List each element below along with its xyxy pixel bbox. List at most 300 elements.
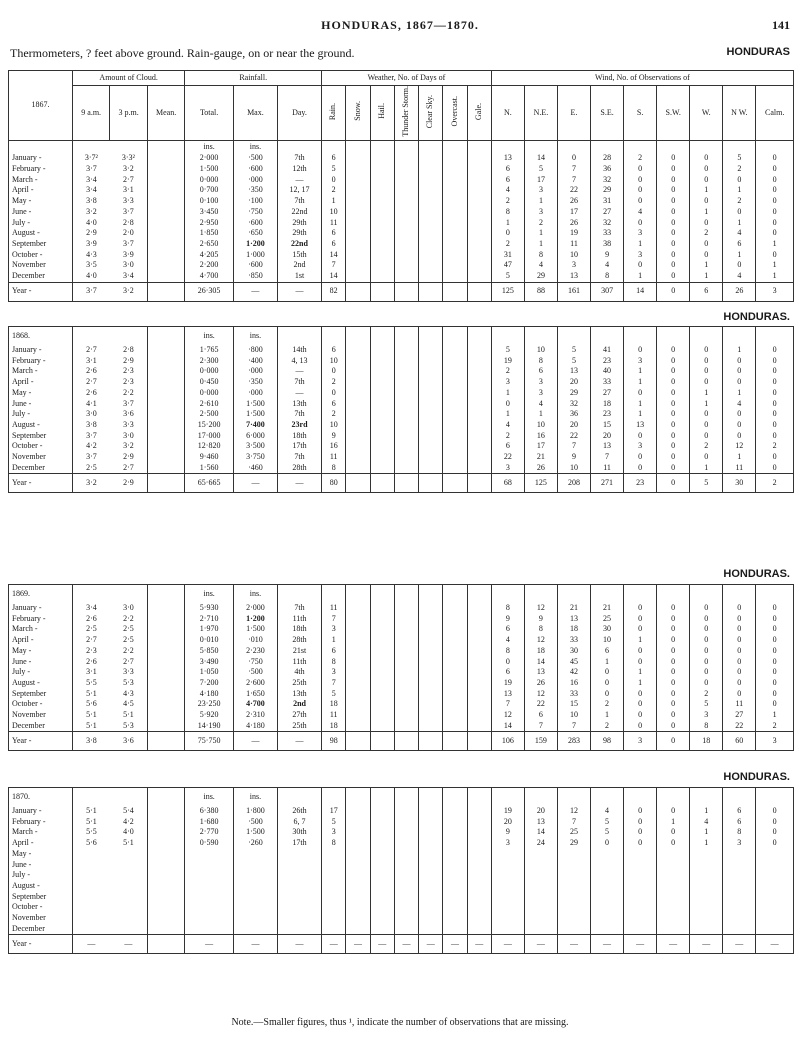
cell-e: 10: [557, 250, 590, 261]
cell-mean: [147, 806, 184, 817]
cell-overcast: [443, 635, 467, 646]
cell-total: 1·560: [185, 463, 234, 474]
cell-overcast: [443, 624, 467, 635]
cell-thunder: [394, 153, 418, 164]
cell-clear: [419, 817, 443, 828]
cell-sw: 0: [657, 678, 690, 689]
cell-gale: [467, 678, 491, 689]
cell-hail: [370, 388, 394, 399]
cell-gale: [467, 153, 491, 164]
cell-thunder: [394, 196, 418, 207]
cell-calm: 1: [756, 239, 794, 250]
cell-rain: —: [322, 935, 346, 954]
cell-total: 1·680: [185, 817, 234, 828]
cell-total: [185, 870, 234, 881]
cell-calm: [756, 870, 794, 881]
cell-calm: [756, 924, 794, 935]
cell-nw: 30: [723, 474, 756, 493]
month-label: July -: [12, 667, 30, 677]
cell-nw: [723, 860, 756, 871]
cell-e: [557, 870, 590, 881]
cell-se: 1: [591, 657, 624, 668]
cell-clear: [419, 228, 443, 239]
cell-am: 4·0: [72, 271, 109, 282]
cell-n: 2: [491, 431, 524, 442]
year-total-row: [9, 935, 794, 954]
col-header-rain: [322, 86, 346, 141]
month-label: March -: [12, 174, 38, 184]
cell-ne: 1: [524, 409, 557, 420]
cell-ne: [524, 849, 557, 860]
cell-am: 2·7: [72, 635, 109, 646]
cell-e: 20: [557, 420, 590, 431]
cell-overcast: [443, 452, 467, 463]
unit-label: ins.: [233, 327, 277, 346]
cell-snow: [346, 409, 370, 420]
month-row: [9, 175, 794, 186]
cell-max: 1·000: [233, 250, 277, 261]
cell-ne: 21: [524, 452, 557, 463]
cell-e: 7: [557, 164, 590, 175]
cell-nw: 0: [723, 175, 756, 186]
month-row: [9, 806, 794, 817]
cell-se: 32: [591, 218, 624, 229]
cell-e: 36: [557, 409, 590, 420]
month-row: [9, 207, 794, 218]
col-header-snow-text: Snow.: [352, 101, 362, 122]
cell-total: [185, 860, 234, 871]
cell-n: 31: [491, 250, 524, 261]
cell-snow: [346, 689, 370, 700]
cell-snow: [346, 153, 370, 164]
cell-ne: 6: [524, 366, 557, 377]
cell-n: 1: [491, 388, 524, 399]
cell-sw: 0: [657, 452, 690, 463]
cell-n: 8: [491, 603, 524, 614]
cell-thunder: [394, 860, 418, 871]
cell-rain: 10: [322, 207, 346, 218]
cell-se: 23: [591, 356, 624, 367]
cell-e: [557, 860, 590, 871]
cell-nw: [723, 913, 756, 924]
cell-gale: [467, 452, 491, 463]
cell-total: 0·700: [185, 185, 234, 196]
cell-ne: 1: [524, 196, 557, 207]
cell-se: 8: [591, 271, 624, 282]
cell-w: 0: [690, 657, 723, 668]
cell-nw: [723, 849, 756, 860]
cell-rain: 7: [322, 260, 346, 271]
cell-n: [491, 902, 524, 913]
cell-se: [591, 924, 624, 935]
cell-calm: 0: [756, 185, 794, 196]
cell-max: 3·750: [233, 452, 277, 463]
cell-clear: [419, 732, 443, 751]
month-label: December: [12, 720, 45, 730]
cell-pm: 2·9: [123, 452, 134, 462]
cell-se: 5: [591, 827, 624, 838]
month-label: September: [12, 430, 47, 440]
cell-day: —: [277, 474, 321, 493]
cell-nw: 0: [723, 207, 756, 218]
cell-snow: [346, 892, 370, 903]
cell-sw: 0: [657, 646, 690, 657]
cell-mean: [147, 153, 184, 164]
cell-pm: 3·2: [123, 164, 134, 174]
cell-nw: [723, 892, 756, 903]
cell-max: 1·500: [233, 399, 277, 410]
cell-s: 1: [624, 377, 657, 388]
cell-n: 4: [491, 185, 524, 196]
cell-gale: [467, 838, 491, 849]
cell-nw: 1: [723, 218, 756, 229]
cell-nw: [723, 902, 756, 913]
cell-sw: 0: [657, 409, 690, 420]
cell-e: 13: [557, 271, 590, 282]
cell-hail: [370, 710, 394, 721]
cell-pm: 3·2: [110, 282, 147, 301]
cell-calm: 1: [756, 260, 794, 271]
cell-thunder: [394, 420, 418, 431]
cell-max: ·010: [233, 635, 277, 646]
cell-thunder: [394, 431, 418, 442]
cell-overcast: [443, 271, 467, 282]
cell-hail: [370, 153, 394, 164]
cell-s: 0: [624, 806, 657, 817]
cell-w: 0: [690, 646, 723, 657]
cell-overcast: [443, 913, 467, 924]
month-label: January -: [12, 806, 42, 815]
cell-rain: 18: [322, 699, 346, 710]
col-header-calm: Calm.: [756, 86, 794, 141]
month-row: [9, 431, 794, 442]
cell-pm: 5·3: [123, 720, 134, 730]
cell-thunder: [394, 239, 418, 250]
cell-pm: 4·3: [123, 688, 134, 698]
cell-sw: 0: [657, 721, 690, 732]
cell-gale: [467, 689, 491, 700]
cell-mean: [147, 218, 184, 229]
cell-nw: 0: [723, 667, 756, 678]
month-label: February -: [12, 613, 46, 623]
cell-am: 5·1: [72, 689, 109, 700]
month-label: January -: [12, 153, 42, 163]
cell-clear: —: [419, 935, 443, 954]
cell-s: 0: [624, 721, 657, 732]
cell-calm: 1: [756, 271, 794, 282]
cell-mean: [147, 902, 184, 913]
month-label: September: [12, 239, 47, 248]
col-header-w: W.: [690, 86, 723, 141]
cell-pm: 3·6: [123, 409, 134, 419]
month-row: [9, 603, 794, 614]
cell-calm: 0: [756, 667, 794, 678]
cell-total: 1·970: [185, 624, 234, 635]
cell-thunder: [394, 366, 418, 377]
cell-gale: [467, 260, 491, 271]
cell-clear: [419, 239, 443, 250]
cell-gale: [467, 924, 491, 935]
cell-n: 8: [491, 646, 524, 657]
cell-n: [491, 892, 524, 903]
cell-hail: [370, 356, 394, 367]
cell-mean: [147, 624, 184, 635]
unit-label: ins.: [185, 327, 234, 346]
cell-e: 9: [557, 452, 590, 463]
cell-clear: [419, 409, 443, 420]
cell-total: 12·820: [185, 441, 234, 452]
cell-pm: [110, 913, 147, 924]
cell-rain: 6: [322, 646, 346, 657]
month-label: December: [12, 271, 45, 281]
cell-se: 11: [591, 463, 624, 474]
cell-n: 5: [491, 345, 524, 356]
cell-day: 15th: [277, 250, 321, 261]
cell-day: 17th: [277, 838, 321, 849]
cell-w: 2: [690, 689, 723, 700]
month-row: [9, 881, 794, 892]
cell-pm: 2·3: [123, 366, 134, 376]
cell-se: [591, 892, 624, 903]
cell-total: 23·250: [185, 699, 234, 710]
cell-ne: [524, 881, 557, 892]
group-header-wind: Wind, No. of Observations of: [491, 71, 793, 86]
unit-label: ins.: [185, 788, 234, 807]
cell-thunder: [394, 849, 418, 860]
cell-n: 19: [491, 356, 524, 367]
cell-hail: [370, 175, 394, 186]
cell-max: ·500: [233, 817, 277, 828]
cell-n: [491, 913, 524, 924]
cell-pm: 3·6: [110, 732, 147, 751]
cell-clear: [419, 924, 443, 935]
cell-mean: [147, 356, 184, 367]
cell-mean: [147, 239, 184, 250]
cell-pm: 2·5: [123, 624, 134, 634]
cell-gale: [467, 721, 491, 732]
cell-n: 9: [491, 614, 524, 625]
cell-hail: [370, 207, 394, 218]
cell-overcast: [443, 228, 467, 239]
unit-label: ins.: [233, 585, 277, 604]
cell-e: 25: [557, 827, 590, 838]
cell-nw: [723, 870, 756, 881]
cell-thunder: [394, 924, 418, 935]
data-table-2: [8, 584, 794, 751]
cell-overcast: [443, 881, 467, 892]
cell-ne: 7: [524, 721, 557, 732]
cell-rain: 8: [322, 657, 346, 668]
cell-overcast: [443, 399, 467, 410]
cell-thunder: [394, 603, 418, 614]
year-label: 1868.: [12, 330, 30, 340]
cell-s: 3: [624, 228, 657, 239]
cell-e: 20: [557, 377, 590, 388]
cell-n: 14: [491, 721, 524, 732]
cell-hail: [370, 250, 394, 261]
year-header: 1867.: [9, 71, 73, 141]
cell-day: 29th: [277, 228, 321, 239]
cell-w: 0: [690, 366, 723, 377]
cell-am: 3·7²: [72, 153, 109, 164]
cell-total: 1·765: [185, 345, 234, 356]
cell-rain: [322, 892, 346, 903]
month-label: November: [12, 913, 46, 923]
col-header-clear-text: Clear Sky.: [425, 94, 435, 128]
cell-total: 2·950: [185, 218, 234, 229]
cell-pm: [110, 870, 147, 881]
cell-n: 13: [491, 689, 524, 700]
cell-w: 0: [690, 667, 723, 678]
cell-gale: [467, 409, 491, 420]
cell-se: 0: [591, 667, 624, 678]
cell-total: 1·050: [185, 667, 234, 678]
cell-thunder: [394, 399, 418, 410]
cell-day: 17th: [277, 441, 321, 452]
cell-ne: 13: [524, 817, 557, 828]
col-header-clear: [419, 86, 443, 141]
cell-s: 0: [624, 463, 657, 474]
cell-e: 208: [557, 474, 590, 493]
cell-ne: 3: [524, 207, 557, 218]
month-row: [9, 892, 794, 903]
cell-se: [591, 881, 624, 892]
cell-day: 1st: [277, 271, 321, 282]
month-label: December: [12, 923, 45, 933]
cell-s: 3: [624, 356, 657, 367]
section-country-label: HONDURAS.: [723, 568, 790, 580]
cell-mean: [147, 924, 184, 935]
cell-hail: [370, 892, 394, 903]
month-label: June -: [12, 859, 32, 869]
cell-total: 2·200: [185, 260, 234, 271]
col-header-rain-text: Rain.: [328, 102, 338, 120]
cell-w: 0: [690, 635, 723, 646]
cell-n: 6: [491, 175, 524, 186]
cell-n: 13: [491, 153, 524, 164]
cell-pm: 2·7: [123, 174, 134, 184]
cell-w: 1: [690, 260, 723, 271]
cell-day: 18th: [277, 431, 321, 442]
cell-total: 2·500: [185, 409, 234, 420]
cell-clear: [419, 806, 443, 817]
cell-s: 0: [624, 838, 657, 849]
cell-hail: —: [370, 935, 394, 954]
cell-sw: 0: [657, 207, 690, 218]
cell-calm: [756, 913, 794, 924]
cell-pm: 2·5: [123, 635, 134, 645]
cell-gale: [467, 860, 491, 871]
cell-s: 0: [624, 345, 657, 356]
cell-w: 1: [690, 185, 723, 196]
cell-sw: 0: [657, 250, 690, 261]
cell-sw: 0: [657, 441, 690, 452]
cell-thunder: [394, 474, 418, 493]
cell-overcast: [443, 892, 467, 903]
cell-total: 2·000: [185, 153, 234, 164]
cell-e: 15: [557, 699, 590, 710]
month-label: Year -: [9, 732, 73, 751]
cell-se: 98: [591, 732, 624, 751]
cell-ne: [524, 902, 557, 913]
month-row: [9, 463, 794, 474]
cell-am: 3·4: [72, 185, 109, 196]
cell-sw: 0: [657, 228, 690, 239]
cell-overcast: [443, 657, 467, 668]
cell-se: 20: [591, 431, 624, 442]
cell-n: 47: [491, 260, 524, 271]
cell-pm: 4·2: [123, 816, 134, 826]
cell-e: 3: [557, 260, 590, 271]
cell-clear: [419, 635, 443, 646]
cell-overcast: [443, 699, 467, 710]
cell-gale: [467, 356, 491, 367]
cell-s: 0: [624, 218, 657, 229]
cell-nw: 12: [723, 441, 756, 452]
cell-nw: 0: [723, 678, 756, 689]
cell-ne: 26: [524, 463, 557, 474]
cell-gale: [467, 366, 491, 377]
cell-am: [72, 870, 109, 881]
cell-day: 22nd: [277, 207, 321, 218]
cell-total: 2·300: [185, 356, 234, 367]
cell-calm: 0: [756, 635, 794, 646]
cell-ne: 8: [524, 356, 557, 367]
cell-rain: 82: [322, 282, 346, 301]
cell-e: 161: [557, 282, 590, 301]
col-header-e: E.: [557, 86, 590, 141]
data-table-1: [8, 326, 794, 493]
cell-e: 26: [557, 196, 590, 207]
cell-s: 0: [624, 260, 657, 271]
cell-pm: [110, 849, 147, 860]
cell-sw: 0: [657, 614, 690, 625]
cell-overcast: [443, 678, 467, 689]
cell-overcast: [443, 603, 467, 614]
cell-overcast: [443, 614, 467, 625]
month-label: Year -: [9, 935, 73, 954]
col-header-thunder: [394, 86, 418, 141]
cell-clear: [419, 399, 443, 410]
cell-overcast: [443, 153, 467, 164]
month-label: May -: [12, 196, 32, 206]
cell-rain: 0: [322, 175, 346, 186]
cell-calm: 0: [756, 366, 794, 377]
month-label: October -: [12, 249, 43, 259]
cell-hail: [370, 614, 394, 625]
cell-max: 1·200: [233, 239, 277, 250]
cell-mean: [147, 260, 184, 271]
cell-clear: [419, 377, 443, 388]
cell-w: 0: [690, 614, 723, 625]
cell-snow: [346, 388, 370, 399]
cell-day: 7th: [277, 409, 321, 420]
cell-hail: [370, 849, 394, 860]
cell-max: 1·800: [233, 806, 277, 817]
cell-am: 5·1: [72, 806, 109, 817]
cell-w: 0: [690, 175, 723, 186]
cell-sw: 0: [657, 657, 690, 668]
cell-max: [233, 849, 277, 860]
cell-s: 4: [624, 207, 657, 218]
cell-gale: [467, 474, 491, 493]
cell-pm: 3·0: [123, 430, 134, 440]
month-row: [9, 185, 794, 196]
cell-rain: 14: [322, 271, 346, 282]
cell-se: 307: [591, 282, 624, 301]
cell-n: 106: [491, 732, 524, 751]
cell-se: 7: [591, 452, 624, 463]
